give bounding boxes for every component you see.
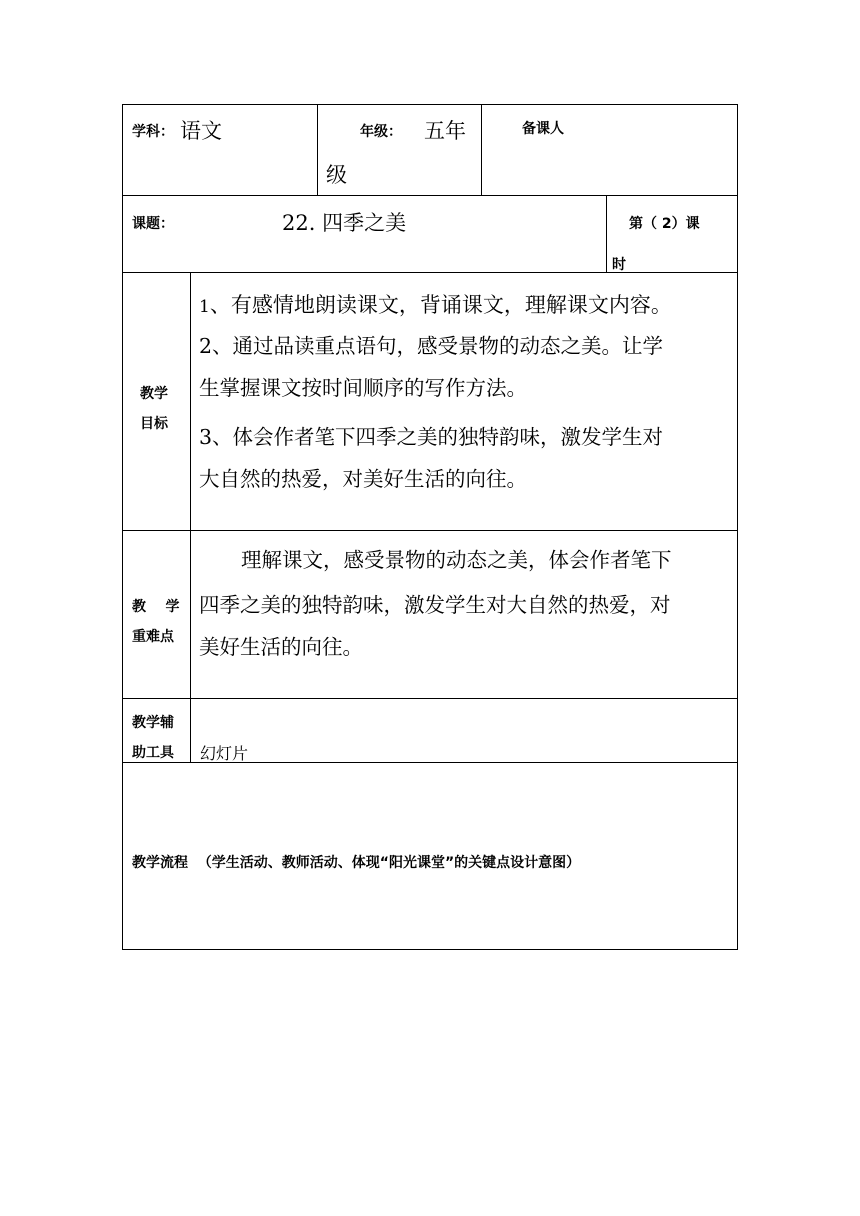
grade-value-cont: 级 [326,163,347,187]
topic-label: 课题： [132,216,174,232]
key-points-line: 四季之美的独特韵味，激发学生对大自然的热爱，对 [199,593,671,617]
tools-value: 幻灯片 [200,744,249,763]
col-divider [481,105,482,195]
key-points-label: 教 学 [132,599,180,615]
preparer-label: 备课人 [522,121,564,137]
subject-label: 学科： [132,124,174,140]
row-divider [123,698,737,699]
grade-label: 年级： [360,124,402,140]
key-points-line: 美好生活的向往。 [199,635,363,659]
goal-line: 1、有感情地朗读课文，背诵课文，理解课文内容。 [199,293,672,317]
period-label-cont: 时 [612,257,626,273]
period-label: 第（ 2）课 [629,216,700,232]
goal-line: 大自然的热爱，对美好生活的向往。 [199,467,527,491]
goal-line: 生掌握课文按时间顺序的写作方法。 [199,376,527,400]
goal-line: 3、体会作者笔下四季之美的独特韵味，激发学生对 [199,425,664,449]
key-points-label-cont: 重难点 [132,629,174,645]
grade-value: 五年 [424,119,466,143]
subject-value: 语文 [180,119,222,143]
key-points-line: 理解课文，感受景物的动态之美，体会作者笔下 [241,548,672,572]
tools-label-cont: 助工具 [132,745,174,761]
process-label: 教学流程 （学生活动、教师活动、体现“阳光课堂”的关键点设计意图） [132,855,581,871]
goals-label-cont: 目标 [140,416,168,432]
goals-label: 教学 [140,386,168,402]
col-divider [190,272,191,762]
tools-label: 教学辅 [132,715,174,731]
row-divider [123,195,737,196]
lesson-title: 22. 四季之美 [282,211,407,235]
col-divider [317,105,318,195]
row-divider [123,530,737,531]
row-divider [123,272,737,273]
goal-line: 2、通过品读重点语句，感受景物的动态之美。让学 [199,334,664,358]
col-divider [606,195,607,272]
